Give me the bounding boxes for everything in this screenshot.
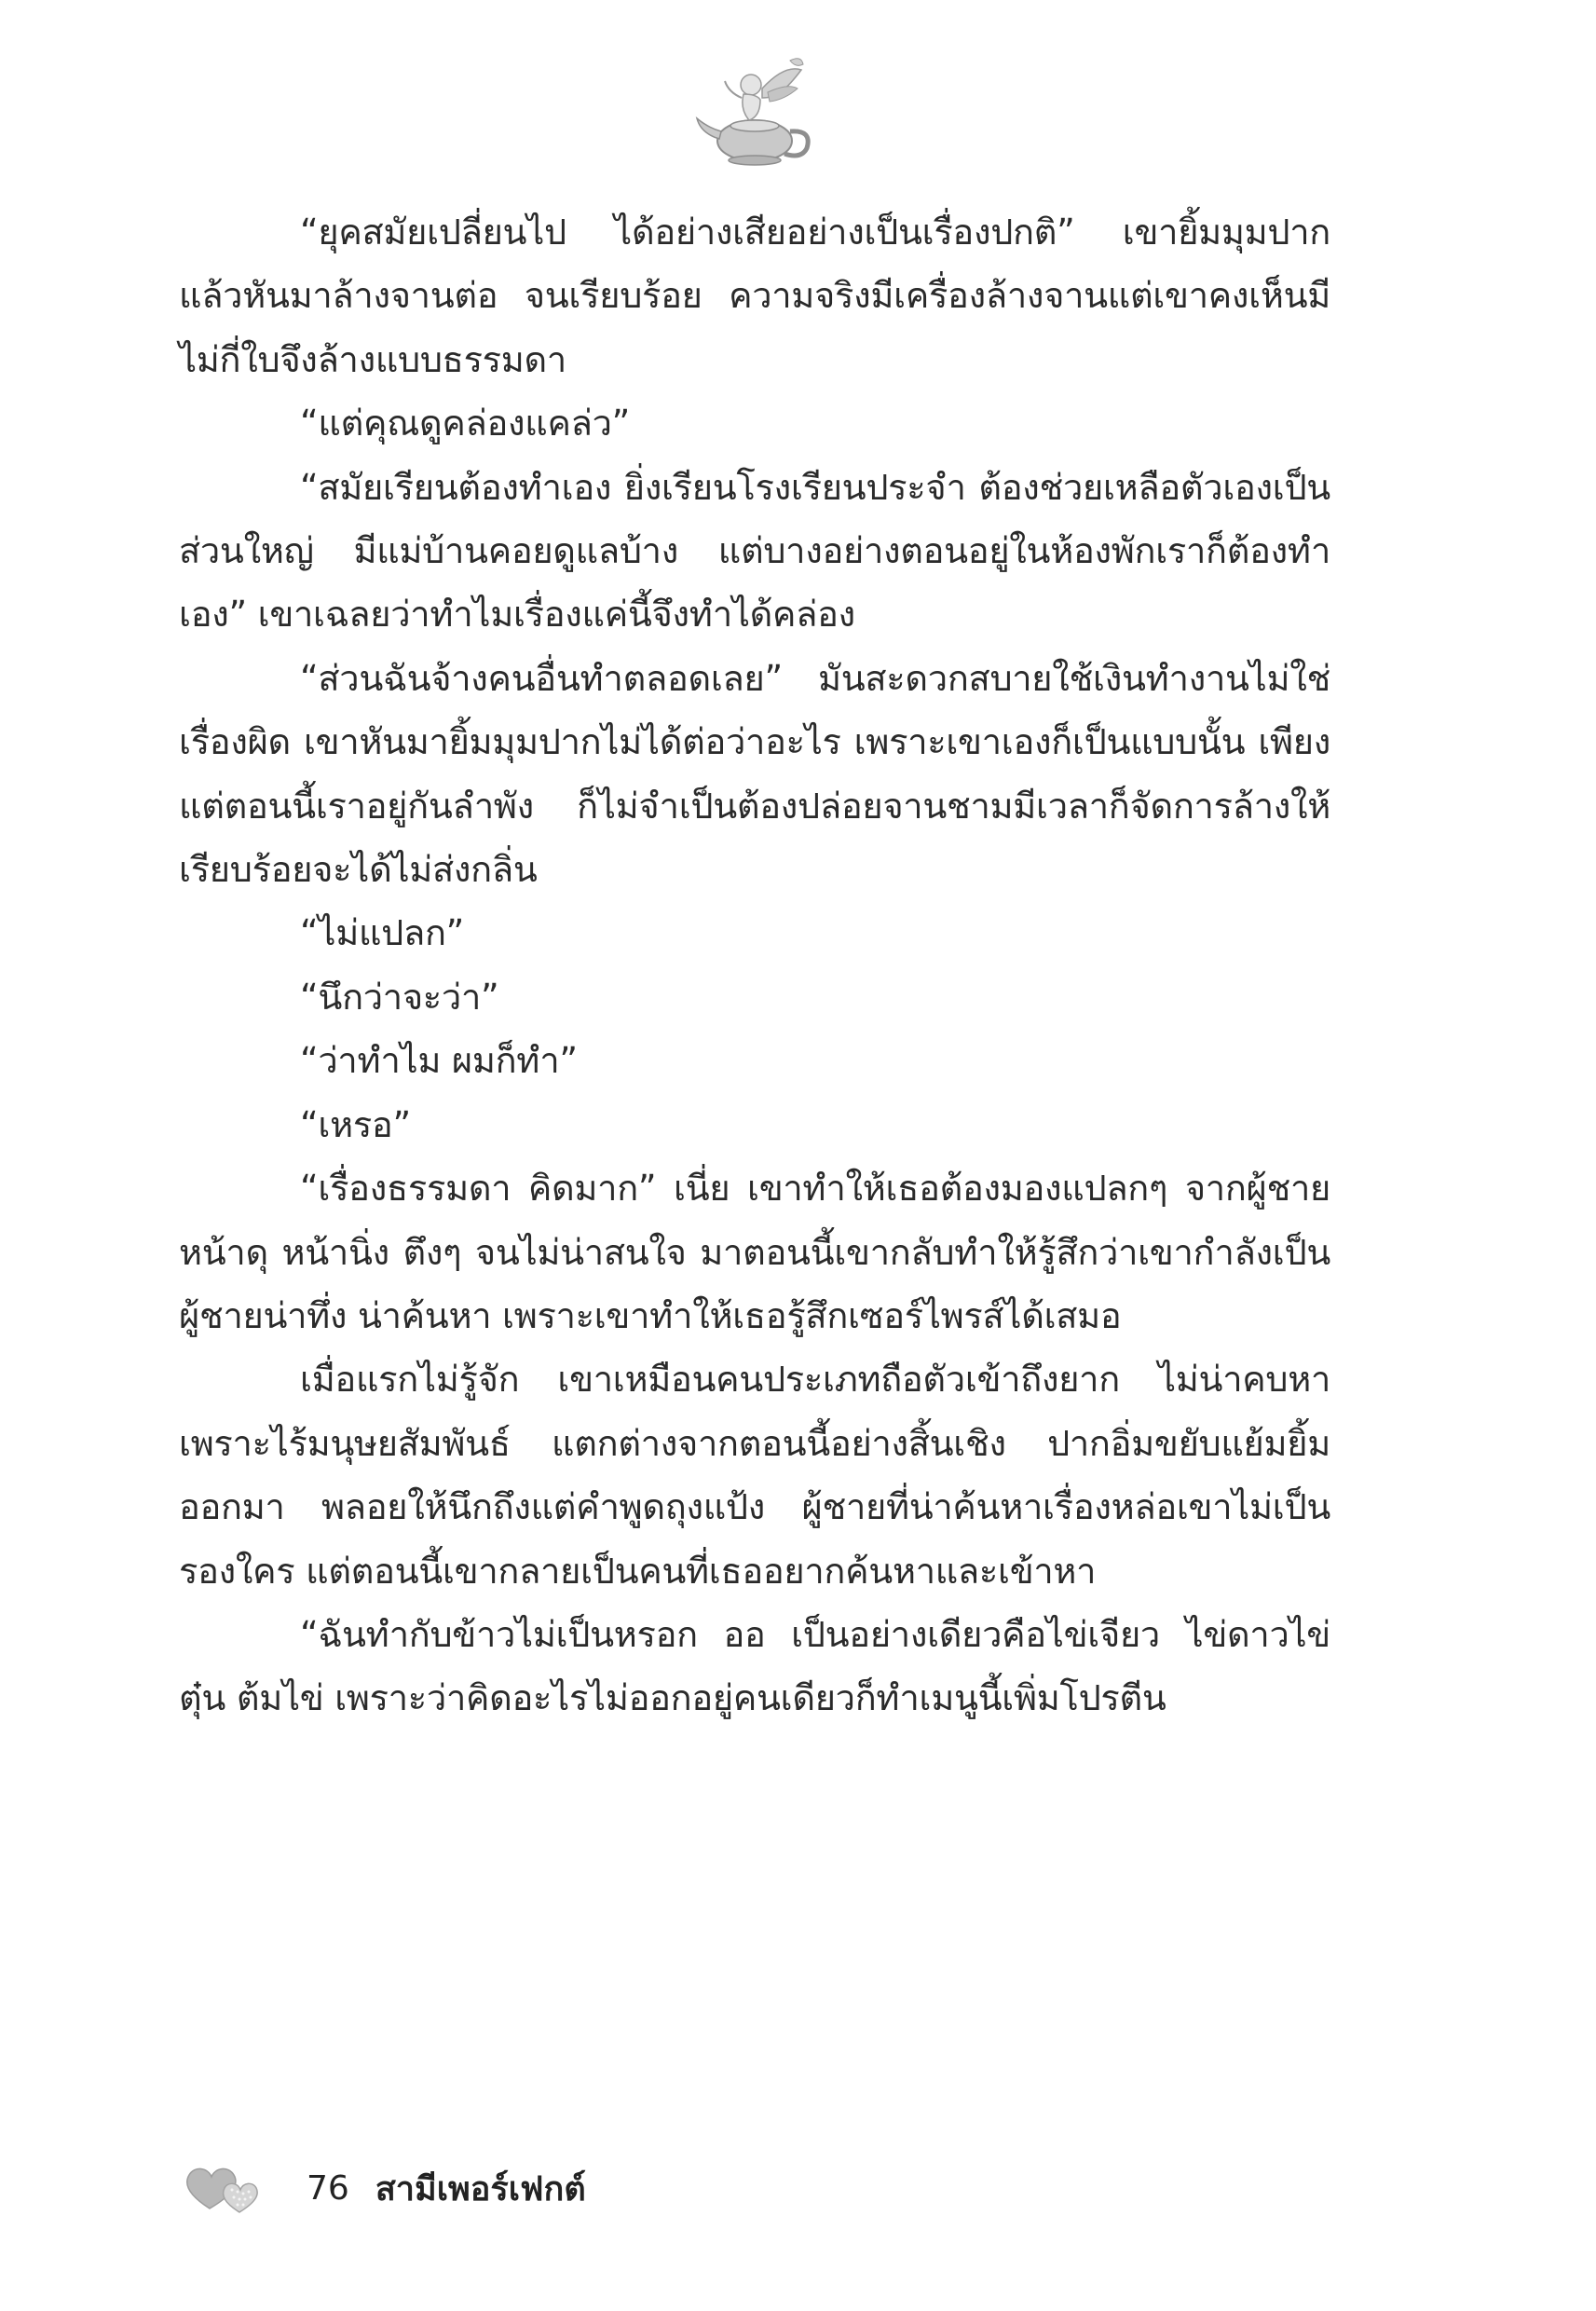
paragraph: “แต่คุณดูคล่องแคล่ว” (300, 403, 631, 444)
book-title: สามีเพอร์เฟกต์ (375, 2169, 586, 2208)
paragraph: เมื่อแรกไม่รู้จัก เขาเหมือนคนประเภทถือตัวเข้าถึงยาก ไม่น่าคบหาเพราะไร้มนุษยสัมพันธ์ แตกต่างจากตอนนี้อย่างสิ้นเชิง ปากอิ่มขยับแย้มยิ้มออกมา พลอยให้นึกถึงแต่คำพูดถุงแป้ง ผู้ชายที่น่าค้นหาเรื่องหล่อเขาไม่เป็นรองใคร แต่ตอนนี้เขากลายเป็นคนที่เธออยากค้นหาและเข้าหา (179, 1359, 1330, 1592)
paragraph: “ฉันทำกับข้าวไม่เป็นหรอก ออ เป็นอย่างเดียวคือไข่เจียว ไข่ดาวไข่ตุ๋น ต้มไข่ เพราะว่าคิดอะไรไม่ออกอยู่คนเดียวก็ทำเมนูนี้เพิ่มโปรตีน (179, 1613, 1330, 1719)
cupid-teapot-ornament-icon (688, 51, 827, 172)
paragraph: “ไม่แปลก” (300, 912, 465, 954)
paragraph: “เหรอ” (300, 1103, 411, 1145)
hearts-icon (182, 2160, 267, 2216)
paragraph: “ว่าทำไม ผมก็ทำ” (300, 1040, 578, 1082)
body-text (179, 200, 1330, 1730)
page-footer (182, 2160, 586, 2216)
paragraph: “เรื่องธรรมดา คิดมาก” เนี่ย เขาทำให้เธอต้องมองแปลกๆ จากผู้ชายหน้าดุ หน้านิ่ง ตึงๆ จนไม่น่าสนใจ มาตอนนี้เขากลับทำให้รู้สึกว่าเขากำลังเป็นผู้ชายน่าทึ่ง น่าค้นหา เพราะเขาทำให้เธอรู้สึกเซอร์ไพรส์ได้เสมอ (179, 1168, 1330, 1336)
paragraph: “ส่วนฉันจ้างคนอื่นทำตลอดเลย” มันสะดวกสบายใช้เงินทำงานไม่ใช่เรื่องผิด เขาหันมายิ้มมุมปากไม่ได้ต่อว่าอะไร เพราะเขาเองก็เป็นแบบนั้น เพียงแต่ตอนนี้เราอยู่กันลำพัง ก็ไม่จำเป็นต้องปล่อยจานชามมีเวลาก็จัดการล้างให้เรียบร้อยจะได้ไม่ส่งกลิ่น (179, 657, 1330, 891)
paragraph: “ยุคสมัยเปลี่ยนไป ได้อย่างเสียอย่างเป็นเรื่องปกติ” เขายิ้มมุมปาก แล้วหันมาล้างจานต่อ จนเรียบร้อย ความจริงมีเครื่องล้างจานแต่เขาคงเห็นมีไม่กี่ใบจึงล้างแบบธรรมดา (179, 212, 1330, 380)
page-number: 76 (307, 2168, 349, 2208)
paragraph: “สมัยเรียนต้องทำเอง ยิ่งเรียนโรงเรียนประจำ ต้องช่วยเหลือตัวเองเป็นส่วนใหญ่ มีแม่บ้านคอยดูแลบ้าง แต่บางอย่างตอนอยู่ในห้องพักเราก็ต้องทำเอง” เขาเฉลยว่าทำไมเรื่องแค่นี้จึงทำได้คล่อง (179, 466, 1330, 636)
paragraph: “นึกว่าจะว่า” (300, 976, 499, 1018)
